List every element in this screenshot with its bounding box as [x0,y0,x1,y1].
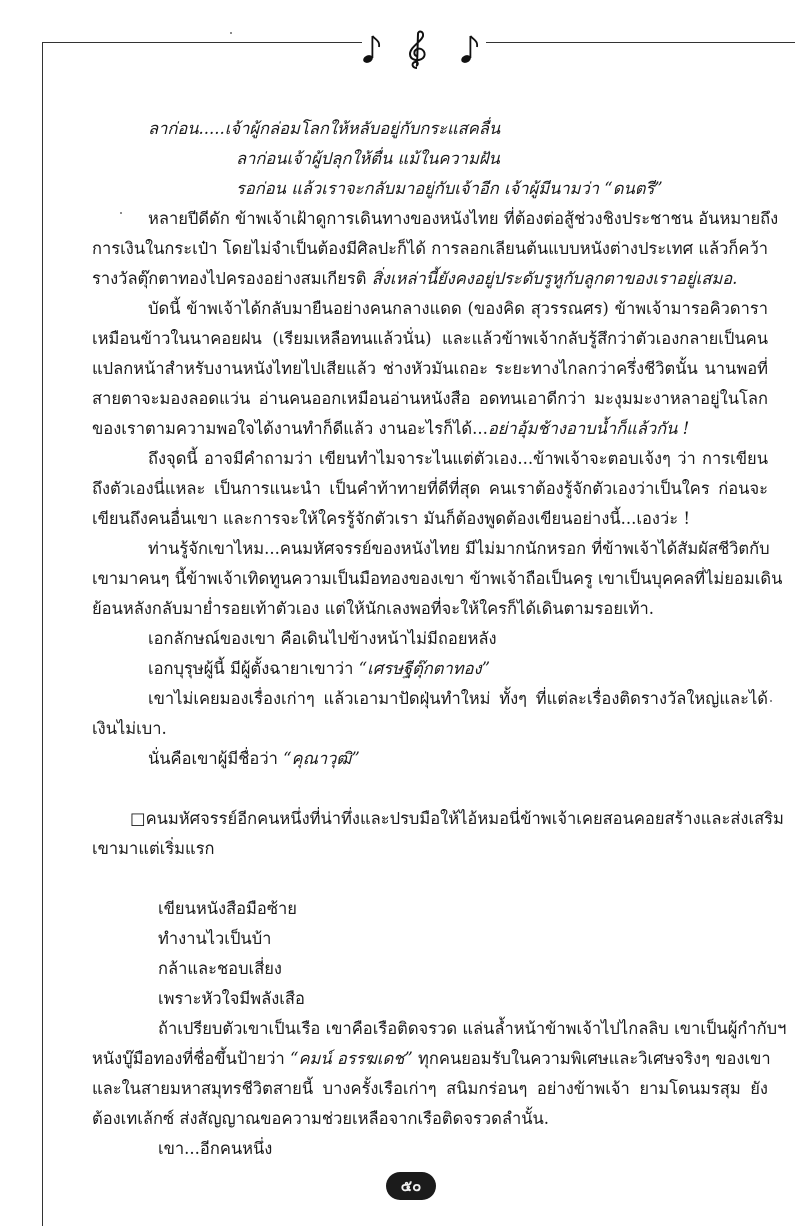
paragraph-line: เอกบุรุษผู้นี้ มีผู้ตั้งฉายาเขาว่า “เศรษฐีตุ๊กตาทอง” [148,659,491,678]
scan-speck [120,212,122,214]
paragraph-line: ถึงจุดนี้ อาจมีคำถามว่า เขียนทำไมจาระไนแต่ตัวเอง...ข้าพเจ้าจะตอบเจ้งๆ ว่า การเขียน [148,449,768,468]
paragraph-line: และในสายมหาสมุทรชีวิตสายนี้ บางครั้งเรือเก่าๆ สนิมกร่อนๆ อย่างข้าพเจ้า ยามโดนมรสุม ยัง [92,1079,768,1098]
paragraph-line: ท่านรู้จักเขาไหม...คนมหัศจรรย์ของหนังไทย มีไม่มากนักหรอก ที่ข้าพเจ้าได้สัมผัสชีวิตกับ [148,539,770,558]
paragraph-line: ถึงตัวเองนี่แหละ เป็นการแนะนำ เป็นคำท้าทายที่ดีที่สุด คนเราต้องรู้จักตัวเองว่าเป็นใคร ก่อนจะ [92,479,768,498]
music-notes-header [362,30,486,70]
poem-line: ลาก่อนเจ้าผู้ปลุกให้ตื่น แม้ในความฝัน [236,149,500,168]
poem-line: ลาก่อน.....เจ้าผู้กล่อมโลกให้หลับอยู่กับกระแสคลื่น [148,119,501,138]
eighth-note-icon [460,36,477,64]
paragraph-line: เหมือนข้าวในนาคอยฝน (เรียมเหลือทนแล้วนั่น) และแล้วข้าพเจ้ากลับรู้สึกว่าตัวเองกลายเป็นคน [92,329,768,348]
paragraph-line: ถ้าเปรียบตัวเขาเป็นเรือ เขาคือเรือติดจรวด แล่นล้ำหน้าข้าพเจ้าไปไกลลิบ เขาเป็นผู้กำกับฯ [158,1019,787,1038]
scan-speck [230,32,232,34]
poem-line: รอก่อน แล้วเราจะกลับมาอยู่กับเจ้าอีก เจ้าผู้มีนามว่า “ดนตรี” [236,179,663,198]
paragraph-line: เขียนถึงคนอื่นเขา และการจะให้ใครรู้จักตัวเรา มันก็ต้องพูดต้องเขียนอย่างนี้...เองว่ะ ! [92,509,690,528]
paragraph-line: การเงินในกระเป๋า โดยไม่จำเป็นต้องมีศิลปะก็ได้ การลอกเลียนต้นแบบหนังต่างประเทศ แล้วก็คว้า [92,239,768,258]
paragraph-line: เงินไม่เบา. [92,719,167,738]
paragraph-line: ย้อนหลังกลับมาย่ำรอยเท้าตัวเอง แต่ให้นักเลงพอที่จะให้ใครก็ได้เดินตามรอยเท้า. [92,599,655,618]
page-number-badge: ๕๐ [386,1172,436,1200]
paragraph-line: ของเราตามความพอใจได้งานทำก็ดีแล้ว งานอะไรก็ได้...อย่าอุ้มช้างอาบน้ำก็แล้วกัน ! [92,419,690,438]
paragraph-line: หลายปีดีดัก ข้าพเจ้าเฝ้าดูการเดินทางของหนังไทย ที่ต้องต่อสู้ช่วงชิงประชาชน อันหมายถึง [148,209,779,228]
closing-line: เขา...อีกคนหนึ่ง [158,1139,273,1158]
paragraph-line: นั่นคือเขาผู้มีชื่อว่า “คุณาวุฒิ” [148,749,360,768]
verse-line: เขียนหนังสือมือซ้าย [158,899,297,918]
verse-line: ทำงานไวเป็นบ้า [158,929,272,948]
paragraph-line: □คนมหัศจรรย์อีกคนหนึ่งที่น่าทึ่งและปรบมือให้ไอ้หมอนี่ข้าพเจ้าเคยสอนคอยสร้างและส่งเสริม [130,809,784,828]
box-bullet: □ [130,809,146,828]
paragraph-line: เขามาคนๆ นี้ข้าพเจ้าเทิดทูนความเป็นมือทองของเขา ข้าพเจ้าถือเป็นครู เขาเป็นบุคคลที่ไม่ยอมเดิน [92,569,783,588]
paragraph-line: บัดนี้ ข้าพเจ้าได้กลับมายืนอย่างคนกลางแดด (ของคิด สุวรรณศร) ข้าพเจ้ามารอคิวดารา [148,299,768,318]
scan-speck [770,700,772,702]
paragraph-line: หนังบู๊มือทองที่ชื่อขึ้นป้ายว่า “คมน์ อรรฆเดช” ทุกคนยอมรับในความพิเศษและวิเศษจริงๆ ของเขา [92,1049,771,1068]
verse-line: เพราะหัวใจมีพลังเสือ [158,989,305,1008]
treble-clef-icon [410,32,425,68]
paragraph-line: ต้องเทเล้กซ์ ส่งสัญญาณขอความช่วยเหลือจากเรือติดจรวดลำนั้น. [92,1109,550,1128]
paragraph-line: รางวัลตุ๊กตาทองไปครองอย่างสมเกียรติ สิ่งเหล่านี้ยังคงอยู่ประดับรูหูกับลูกตาของเราอยู่เสมอ. [92,269,738,288]
verse-line: กล้าและชอบเสี่ยง [158,959,282,978]
paragraph-line: เขามาแต่เริ่มแรก [92,839,215,858]
paragraph-line: เขาไม่เคยมองเรื่องเก่าๆ แล้วเอามาปัดฝุ่นทำใหม่ ทั้งๆ ที่แต่ละเรื่องติดรางวัลใหญ่และได้ [148,689,768,708]
paragraph-line: เอกลักษณ์ของเขา คือเดินไปข้างหน้าไม่มีถอยหลัง [148,629,497,648]
eighth-note-icon [362,36,379,64]
paragraph-line: แปลกหน้าสำหรับงานหนังไทยไปเสียแล้ว ช่างหัวมันเถอะ ระยะทางไกลกว่าครึ่งชีวิตนั้น นานพอที่ [92,359,768,378]
paragraph-line: สายตาจะมองลอดแว่น อ่านคนออกเหมือนอ่านหนังสือ อดทนเอาดีกว่า มะงุมมะงาหลาอยู่ในโลก [92,389,768,408]
